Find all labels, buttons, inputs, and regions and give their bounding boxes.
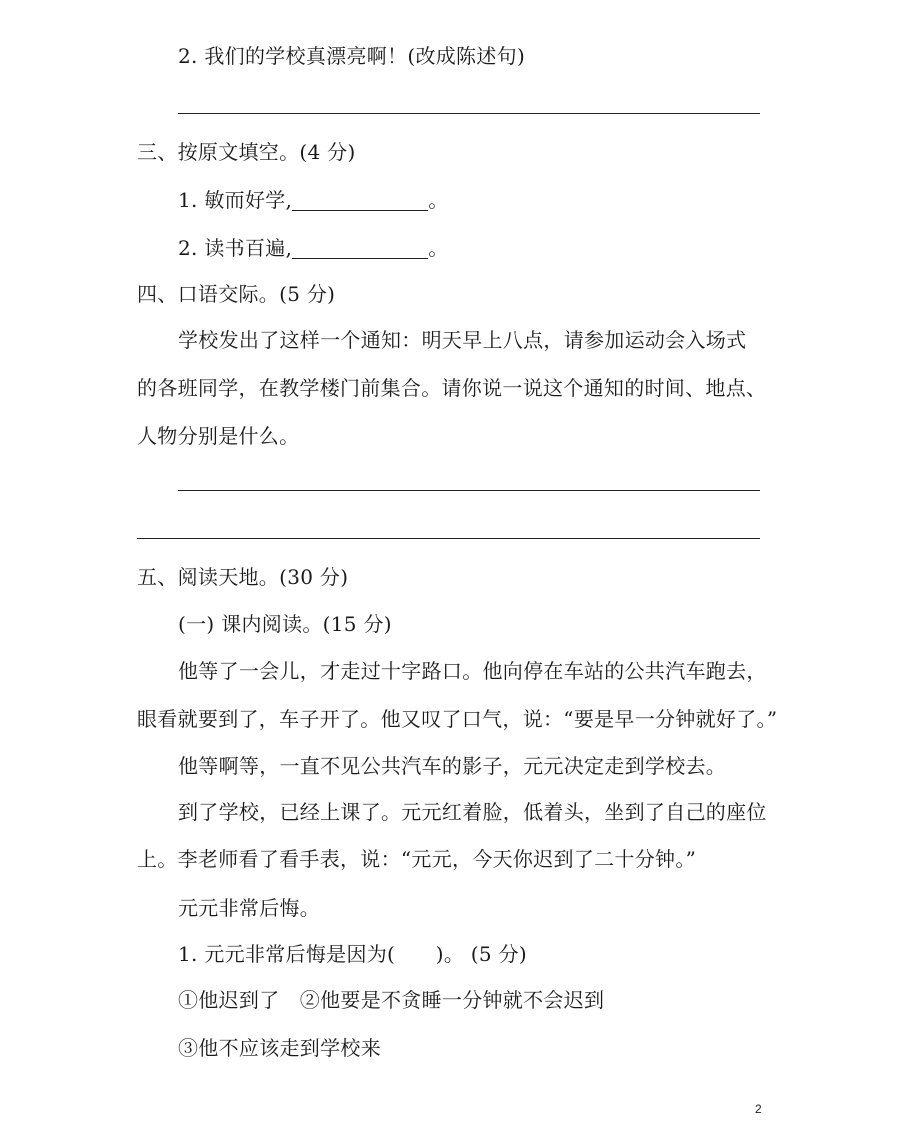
- page-number: 2: [755, 1102, 762, 1116]
- passage-line: 眼看就要到了，车子开了。他又叹了口气，说：“要是早一分钟就好了。”: [137, 707, 778, 731]
- fill-blank-1[interactable]: [292, 190, 428, 211]
- fill-item-1: [178, 186, 449, 214]
- passage-line: 元元非常后悔。: [178, 896, 321, 920]
- passage-line: 他等啊等，一直不见公共汽车的影子，元元决定走到学校去。: [178, 754, 727, 778]
- question-2-2: 2. 我们的学校真漂亮啊！(改成陈述句): [178, 44, 526, 68]
- options-line: ①他迟到了 ②他要是不贪睡一分钟就不会迟到: [178, 988, 605, 1012]
- options-line: ③他不应该走到学校来: [178, 1036, 381, 1060]
- fill-item-2-prefix: 2. 读书百遍,: [178, 236, 293, 260]
- section-5-heading: 五、阅读天地。(30 分): [137, 565, 349, 589]
- passage-line: 到了学校，已经上课了。元元红着脸，低着头，坐到了自己的座位: [178, 800, 767, 824]
- passage-line: 他等了一会儿，才走过十字路口。他向停在车站的公共汽车跑去，: [178, 659, 767, 683]
- paragraph-line: 的各班同学，在教学楼门前集合。请你说一说这个通知的时间、地点、: [137, 376, 767, 400]
- fill-blank-2[interactable]: [292, 238, 428, 259]
- section-4-heading: 四、口语交际。(5 分): [137, 282, 336, 306]
- passage-line: 上。李老师看了看手表，说：“元元，今天你迟到了二十分钟。”: [137, 847, 697, 871]
- fill-item-1-prefix: 1. 敏而好学,: [178, 188, 293, 212]
- section-3-heading: 三、按原文填空。(4 分): [137, 140, 356, 164]
- paragraph-line: 学校发出了这样一个通知：明天早上八点，请参加运动会入场式: [178, 328, 747, 352]
- answer-line: [137, 538, 760, 539]
- paragraph-line: 人物分别是什么。: [137, 424, 300, 448]
- answer-line: [178, 113, 760, 114]
- answer-line: [178, 490, 760, 491]
- fill-item-2: [178, 234, 449, 262]
- question-5-1: 1. 元元非常后悔是因为( )。 (5 分): [178, 942, 527, 966]
- fill-item-1-suffix: 。: [428, 188, 449, 212]
- fill-item-2-suffix: 。: [428, 236, 449, 260]
- subsection-heading: (一) 课内阅读。(15 分): [178, 612, 392, 636]
